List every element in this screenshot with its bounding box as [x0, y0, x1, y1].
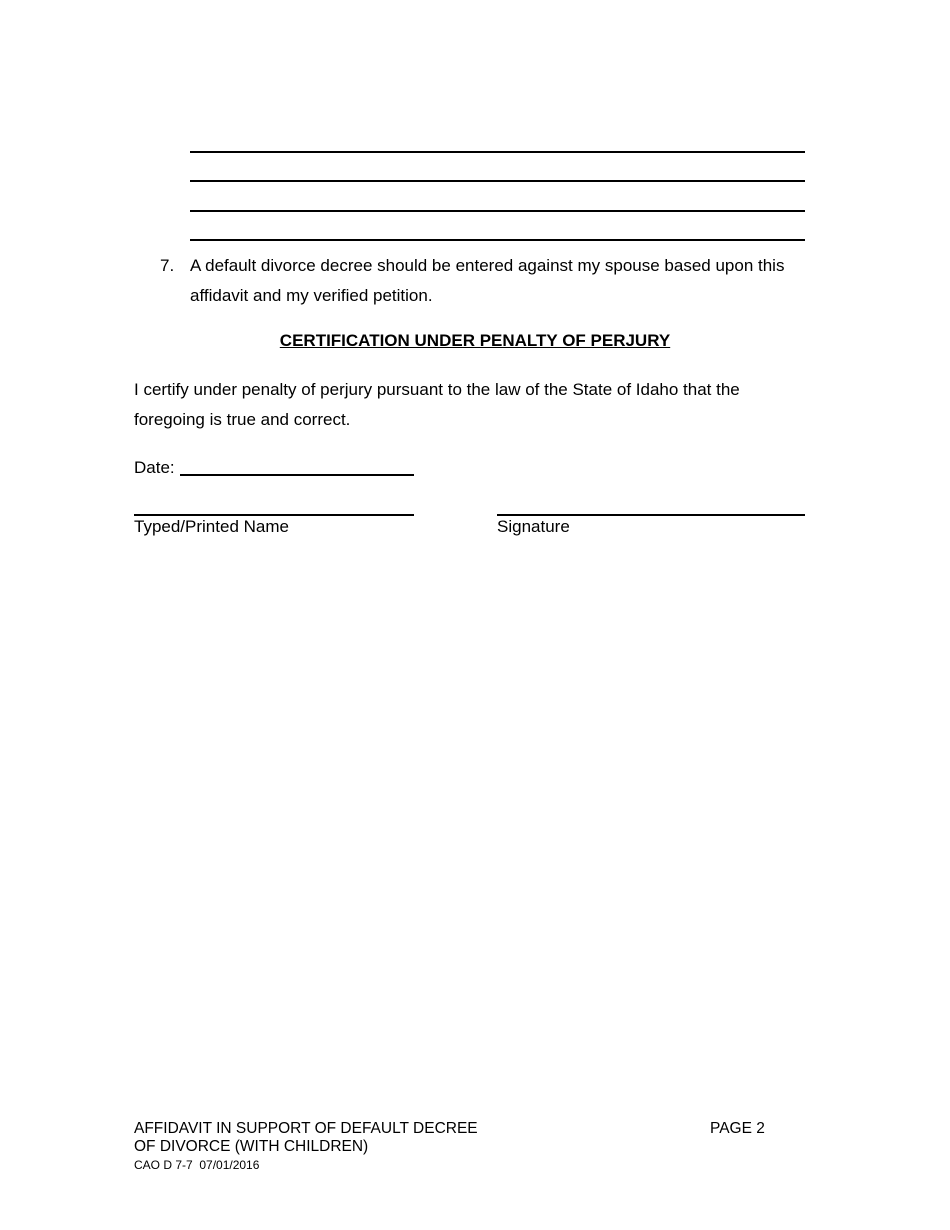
answer-line-3[interactable]: [190, 210, 805, 212]
answer-line-4[interactable]: [190, 239, 805, 241]
certification-text: I certify under penalty of perjury pursuant to the law of the State of Idaho that the foregoing is true and correct.: [134, 380, 740, 429]
printed-name-label: Typed/Printed Name: [134, 517, 289, 536]
footer-form-code: CAO D 7-7 07/01/2016: [134, 1158, 260, 1172]
footer-title-line-2: OF DIVORCE (WITH CHILDREN): [134, 1138, 369, 1155]
item-7-text: A default divorce decree should be entered against my spouse based upon this affidavit and my verified petition.: [190, 256, 785, 305]
footer-title-line-1: AFFIDAVIT IN SUPPORT OF DEFAULT DECREE: [134, 1120, 478, 1137]
certification-heading: CERTIFICATION UNDER PENALTY OF PERJURY: [279, 331, 671, 350]
signature-label: Signature: [497, 517, 570, 536]
date-field-line[interactable]: [180, 474, 414, 476]
answer-line-1[interactable]: [190, 151, 805, 153]
footer-page-number: PAGE 2: [710, 1120, 765, 1137]
answer-line-2[interactable]: [190, 180, 805, 182]
item-7-number: 7.: [160, 256, 175, 275]
date-label: Date:: [134, 458, 175, 477]
